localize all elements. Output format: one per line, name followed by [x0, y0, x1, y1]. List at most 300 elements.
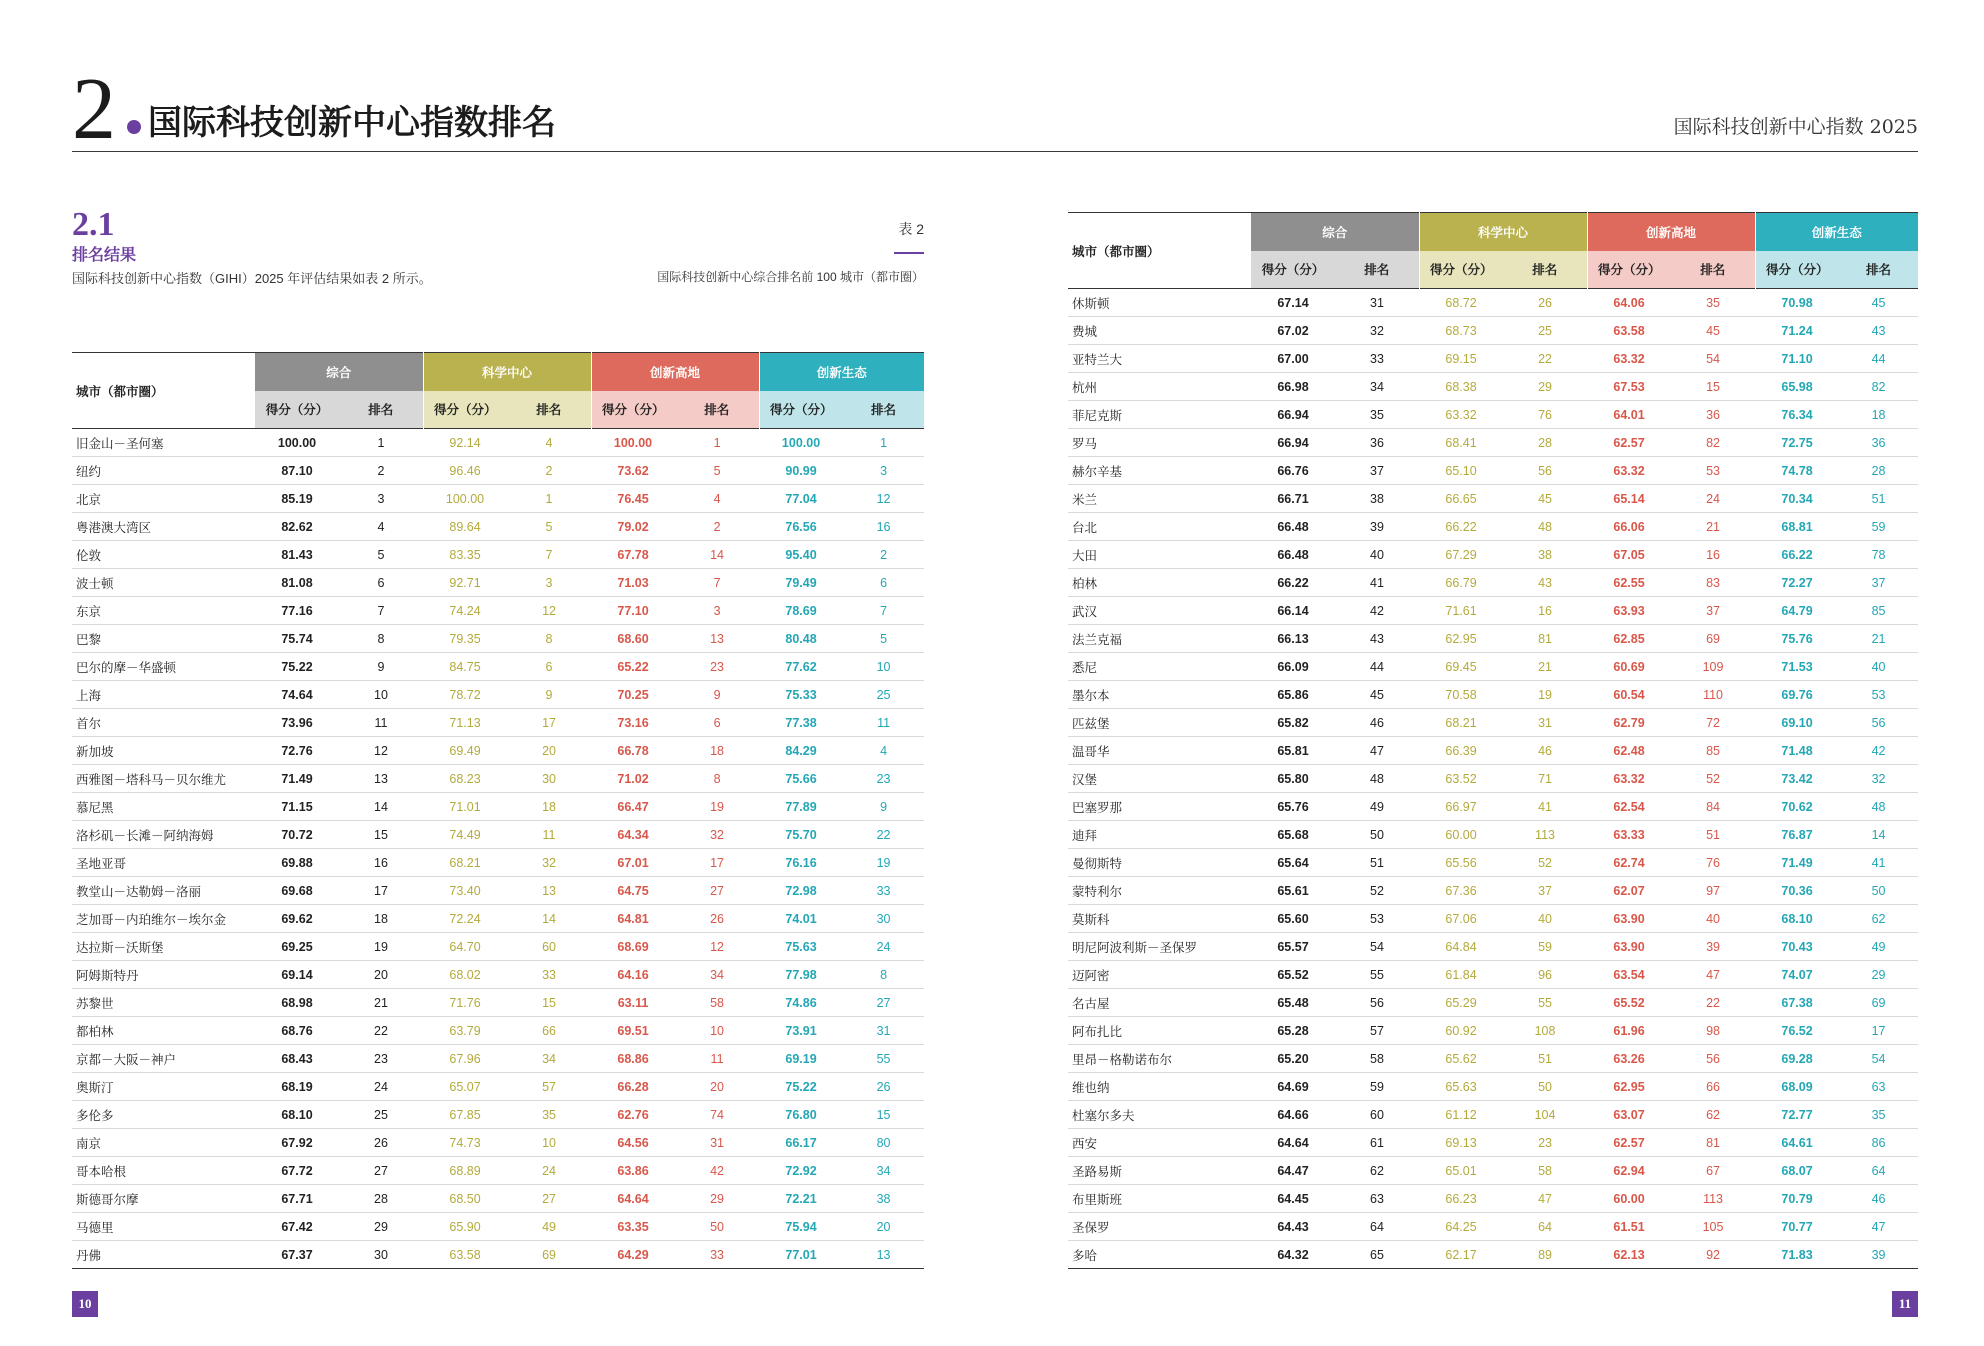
science-rank: 89 [1503, 1241, 1587, 1269]
innovation-score: 63.93 [1587, 597, 1671, 625]
composite-score: 65.86 [1251, 681, 1335, 709]
ecosystem-score: 70.98 [1755, 289, 1839, 317]
table-row [72, 961, 924, 989]
ecosystem-score: 84.29 [759, 737, 843, 765]
city-name: 罗马 [1068, 429, 1251, 457]
innovation-rank: 32 [675, 821, 759, 849]
composite-score: 67.37 [255, 1241, 339, 1269]
composite-rank: 9 [339, 653, 423, 681]
table-row [72, 1213, 924, 1241]
city-name: 波士顿 [72, 569, 255, 597]
ecosystem-rank: 22 [843, 821, 924, 849]
ecosystem-rank: 51 [1839, 485, 1918, 513]
city-name: 蒙特利尔 [1068, 877, 1251, 905]
group-header-ecosystem: 创新生态 [759, 353, 924, 391]
table-row [1068, 905, 1918, 933]
ecosystem-score: 70.34 [1755, 485, 1839, 513]
city-name: 名古屋 [1068, 989, 1251, 1017]
ecosystem-score: 72.98 [759, 877, 843, 905]
innovation-rank: 4 [675, 485, 759, 513]
composite-rank: 11 [339, 709, 423, 737]
table-row [72, 681, 924, 709]
ecosystem-score: 69.76 [1755, 681, 1839, 709]
innovation-rank: 18 [675, 737, 759, 765]
composite-score: 81.43 [255, 541, 339, 569]
table-row [1068, 821, 1918, 849]
science-score: 66.79 [1419, 569, 1503, 597]
innovation-rank: 52 [1671, 765, 1755, 793]
section-title: 排名结果 [72, 247, 137, 264]
city-name: 墨尔本 [1068, 681, 1251, 709]
science-rank: 11 [507, 821, 591, 849]
composite-rank: 64 [1335, 1213, 1419, 1241]
ecosystem-rank: 62 [1839, 905, 1918, 933]
composite-score: 66.94 [1251, 401, 1335, 429]
city-name: 京都－大阪－神户 [72, 1045, 255, 1073]
science-score: 68.21 [423, 849, 507, 877]
ecosystem-rank: 23 [843, 765, 924, 793]
composite-score: 65.60 [1251, 905, 1335, 933]
ranking-table-left [72, 352, 924, 1269]
innovation-rank: 15 [1671, 373, 1755, 401]
ecosystem-rank: 8 [843, 961, 924, 989]
table-row [72, 989, 924, 1017]
innovation-rank: 69 [1671, 625, 1755, 653]
ecosystem-score: 70.43 [1755, 933, 1839, 961]
science-score: 84.75 [423, 653, 507, 681]
ecosystem-rank: 44 [1839, 345, 1918, 373]
column-header-rank: 排名 [675, 391, 759, 429]
science-rank: 21 [1503, 653, 1587, 681]
city-name: 迈阿密 [1068, 961, 1251, 989]
composite-score: 64.43 [1251, 1213, 1335, 1241]
table-row [72, 877, 924, 905]
innovation-rank: 109 [1671, 653, 1755, 681]
composite-rank: 25 [339, 1101, 423, 1129]
ecosystem-rank: 16 [843, 513, 924, 541]
composite-score: 67.00 [1251, 345, 1335, 373]
city-name: 汉堡 [1068, 765, 1251, 793]
science-rank: 31 [1503, 709, 1587, 737]
table-row [72, 849, 924, 877]
science-rank: 41 [1503, 793, 1587, 821]
group-header-science: 科学中心 [1419, 213, 1587, 251]
innovation-rank: 17 [675, 849, 759, 877]
innovation-rank: 29 [675, 1185, 759, 1213]
city-name: 慕尼黑 [72, 793, 255, 821]
ecosystem-score: 100.00 [759, 429, 843, 457]
innovation-score: 64.29 [591, 1241, 675, 1269]
city-name: 首尔 [72, 709, 255, 737]
ecosystem-score: 75.70 [759, 821, 843, 849]
innovation-rank: 83 [1671, 569, 1755, 597]
ecosystem-rank: 42 [1839, 737, 1918, 765]
composite-score: 64.47 [1251, 1157, 1335, 1185]
innovation-rank: 21 [1671, 513, 1755, 541]
science-rank: 52 [1503, 849, 1587, 877]
science-rank: 5 [507, 513, 591, 541]
ecosystem-rank: 37 [1839, 569, 1918, 597]
ecosystem-rank: 45 [1839, 289, 1918, 317]
innovation-rank: 76 [1671, 849, 1755, 877]
science-rank: 13 [507, 877, 591, 905]
composite-score: 65.80 [1251, 765, 1335, 793]
science-score: 74.49 [423, 821, 507, 849]
science-score: 62.95 [1419, 625, 1503, 653]
innovation-rank: 50 [675, 1213, 759, 1241]
ecosystem-rank: 19 [843, 849, 924, 877]
ecosystem-score: 64.61 [1755, 1129, 1839, 1157]
city-name: 里昂－格勒诺布尔 [1068, 1045, 1251, 1073]
ecosystem-score: 77.98 [759, 961, 843, 989]
city-name: 达拉斯－沃斯堡 [72, 933, 255, 961]
city-name: 明尼阿波利斯－圣保罗 [1068, 933, 1251, 961]
innovation-rank: 66 [1671, 1073, 1755, 1101]
innovation-score: 62.79 [1587, 709, 1671, 737]
innovation-score: 100.00 [591, 429, 675, 457]
innovation-score: 63.26 [1587, 1045, 1671, 1073]
composite-rank: 56 [1335, 989, 1419, 1017]
innovation-score: 63.58 [1587, 317, 1671, 345]
composite-score: 65.68 [1251, 821, 1335, 849]
ecosystem-rank: 28 [1839, 457, 1918, 485]
ecosystem-rank: 31 [843, 1017, 924, 1045]
city-name: 柏林 [1068, 569, 1251, 597]
table-row [1068, 289, 1918, 317]
ecosystem-score: 73.42 [1755, 765, 1839, 793]
table-row [72, 485, 924, 513]
innovation-rank: 19 [675, 793, 759, 821]
innovation-rank: 13 [675, 625, 759, 653]
ecosystem-score: 70.79 [1755, 1185, 1839, 1213]
ecosystem-score: 90.99 [759, 457, 843, 485]
innovation-score: 65.14 [1587, 485, 1671, 513]
table-row [72, 1185, 924, 1213]
ecosystem-score: 69.19 [759, 1045, 843, 1073]
composite-rank: 62 [1335, 1157, 1419, 1185]
ecosystem-rank: 46 [1839, 1185, 1918, 1213]
composite-score: 71.49 [255, 765, 339, 793]
city-name: 旧金山－圣何塞 [72, 429, 255, 457]
composite-rank: 31 [1335, 289, 1419, 317]
innovation-score: 62.76 [591, 1101, 675, 1129]
innovation-rank: 20 [675, 1073, 759, 1101]
science-score: 68.02 [423, 961, 507, 989]
innovation-rank: 92 [1671, 1241, 1755, 1269]
composite-score: 67.42 [255, 1213, 339, 1241]
city-name: 布里斯班 [1068, 1185, 1251, 1213]
science-score: 61.12 [1419, 1101, 1503, 1129]
composite-rank: 40 [1335, 541, 1419, 569]
ecosystem-score: 68.07 [1755, 1157, 1839, 1185]
city-name: 粤港澳大湾区 [72, 513, 255, 541]
composite-rank: 18 [339, 905, 423, 933]
composite-score: 66.48 [1251, 513, 1335, 541]
ecosystem-score: 78.69 [759, 597, 843, 625]
science-score: 92.14 [423, 429, 507, 457]
ecosystem-rank: 17 [1839, 1017, 1918, 1045]
innovation-score: 79.02 [591, 513, 675, 541]
science-score: 68.89 [423, 1157, 507, 1185]
innovation-rank: 16 [1671, 541, 1755, 569]
innovation-rank: 74 [675, 1101, 759, 1129]
composite-rank: 20 [339, 961, 423, 989]
science-rank: 32 [507, 849, 591, 877]
science-rank: 22 [1503, 345, 1587, 373]
science-rank: 38 [1503, 541, 1587, 569]
group-header-innovation: 创新高地 [1587, 213, 1755, 251]
composite-score: 72.76 [255, 737, 339, 765]
innovation-rank: 5 [675, 457, 759, 485]
innovation-rank: 8 [675, 765, 759, 793]
composite-score: 71.15 [255, 793, 339, 821]
composite-rank: 21 [339, 989, 423, 1017]
science-rank: 57 [507, 1073, 591, 1101]
composite-score: 67.02 [1251, 317, 1335, 345]
ecosystem-rank: 49 [1839, 933, 1918, 961]
column-header-rank: 排名 [507, 391, 591, 429]
science-score: 68.73 [1419, 317, 1503, 345]
city-name: 西雅图－塔科马－贝尔维尤 [72, 765, 255, 793]
science-score: 69.15 [1419, 345, 1503, 373]
ecosystem-score: 75.33 [759, 681, 843, 709]
column-header-score: 得分（分） [1587, 251, 1671, 289]
table-row [1068, 345, 1918, 373]
composite-score: 73.96 [255, 709, 339, 737]
composite-rank: 52 [1335, 877, 1419, 905]
chapter-number: 2 [72, 61, 116, 158]
science-rank: 8 [507, 625, 591, 653]
column-header-rank: 排名 [843, 391, 924, 429]
composite-rank: 5 [339, 541, 423, 569]
composite-rank: 59 [1335, 1073, 1419, 1101]
science-score: 66.22 [1419, 513, 1503, 541]
city-name: 巴尔的摩－华盛顿 [72, 653, 255, 681]
science-rank: 58 [1503, 1157, 1587, 1185]
science-rank: 34 [507, 1045, 591, 1073]
table-row [1068, 709, 1918, 737]
ecosystem-score: 77.01 [759, 1241, 843, 1269]
science-rank: 71 [1503, 765, 1587, 793]
science-score: 68.41 [1419, 429, 1503, 457]
table-row [1068, 317, 1918, 345]
science-score: 60.00 [1419, 821, 1503, 849]
composite-score: 67.71 [255, 1185, 339, 1213]
composite-score: 68.10 [255, 1101, 339, 1129]
ecosystem-score: 76.34 [1755, 401, 1839, 429]
ecosystem-rank: 27 [843, 989, 924, 1017]
composite-rank: 28 [339, 1185, 423, 1213]
science-rank: 64 [1503, 1213, 1587, 1241]
innovation-score: 68.60 [591, 625, 675, 653]
composite-score: 81.08 [255, 569, 339, 597]
innovation-rank: 36 [1671, 401, 1755, 429]
ecosystem-score: 74.78 [1755, 457, 1839, 485]
table-row [1068, 961, 1918, 989]
innovation-score: 63.32 [1587, 457, 1671, 485]
science-rank: 23 [1503, 1129, 1587, 1157]
innovation-score: 71.02 [591, 765, 675, 793]
innovation-rank: 2 [675, 513, 759, 541]
innovation-rank: 34 [675, 961, 759, 989]
city-name: 伦敦 [72, 541, 255, 569]
ecosystem-score: 67.38 [1755, 989, 1839, 1017]
city-name: 赫尔辛基 [1068, 457, 1251, 485]
innovation-score: 68.86 [591, 1045, 675, 1073]
science-score: 67.29 [1419, 541, 1503, 569]
city-name: 杜塞尔多夫 [1068, 1101, 1251, 1129]
composite-rank: 37 [1335, 457, 1419, 485]
composite-rank: 58 [1335, 1045, 1419, 1073]
ecosystem-rank: 14 [1839, 821, 1918, 849]
ecosystem-rank: 25 [843, 681, 924, 709]
composite-rank: 6 [339, 569, 423, 597]
science-score: 61.84 [1419, 961, 1503, 989]
composite-rank: 46 [1335, 709, 1419, 737]
composite-score: 87.10 [255, 457, 339, 485]
ecosystem-score: 70.62 [1755, 793, 1839, 821]
composite-rank: 55 [1335, 961, 1419, 989]
column-header-rank: 排名 [1839, 251, 1918, 289]
science-rank: 3 [507, 569, 591, 597]
composite-score: 65.76 [1251, 793, 1335, 821]
group-header-ecosystem: 创新生态 [1755, 213, 1918, 251]
table-row [1068, 373, 1918, 401]
composite-rank: 50 [1335, 821, 1419, 849]
ecosystem-score: 75.66 [759, 765, 843, 793]
innovation-rank: 105 [1671, 1213, 1755, 1241]
ecosystem-rank: 41 [1839, 849, 1918, 877]
ecosystem-score: 77.89 [759, 793, 843, 821]
ecosystem-score: 77.04 [759, 485, 843, 513]
composite-rank: 12 [339, 737, 423, 765]
composite-score: 65.20 [1251, 1045, 1335, 1073]
table-header [72, 353, 924, 429]
science-rank: 26 [1503, 289, 1587, 317]
composite-score: 64.66 [1251, 1101, 1335, 1129]
composite-rank: 23 [339, 1045, 423, 1073]
ecosystem-score: 68.10 [1755, 905, 1839, 933]
composite-score: 70.72 [255, 821, 339, 849]
ecosystem-rank: 86 [1839, 1129, 1918, 1157]
composite-score: 65.64 [1251, 849, 1335, 877]
chapter-header [72, 61, 1918, 158]
science-score: 63.58 [423, 1241, 507, 1269]
city-name: 圣地亚哥 [72, 849, 255, 877]
city-name: 斯德哥尔摩 [72, 1185, 255, 1213]
innovation-rank: 14 [675, 541, 759, 569]
innovation-rank: 12 [675, 933, 759, 961]
ecosystem-score: 70.77 [1755, 1213, 1839, 1241]
composite-rank: 3 [339, 485, 423, 513]
innovation-rank: 7 [675, 569, 759, 597]
ecosystem-score: 72.27 [1755, 569, 1839, 597]
table-row [72, 569, 924, 597]
composite-rank: 13 [339, 765, 423, 793]
ecosystem-rank: 43 [1839, 317, 1918, 345]
city-name: 杭州 [1068, 373, 1251, 401]
ecosystem-score: 76.16 [759, 849, 843, 877]
table-row [72, 513, 924, 541]
innovation-score: 64.06 [1587, 289, 1671, 317]
innovation-score: 67.01 [591, 849, 675, 877]
science-score: 65.90 [423, 1213, 507, 1241]
ecosystem-score: 74.86 [759, 989, 843, 1017]
composite-rank: 57 [1335, 1017, 1419, 1045]
science-rank: 69 [507, 1241, 591, 1269]
composite-rank: 2 [339, 457, 423, 485]
innovation-rank: 72 [1671, 709, 1755, 737]
table-row [1068, 1045, 1918, 1073]
innovation-score: 71.03 [591, 569, 675, 597]
ecosystem-rank: 48 [1839, 793, 1918, 821]
science-score: 60.92 [1419, 1017, 1503, 1045]
innovation-rank: 81 [1671, 1129, 1755, 1157]
composite-rank: 16 [339, 849, 423, 877]
table-row [1068, 765, 1918, 793]
science-rank: 113 [1503, 821, 1587, 849]
innovation-score: 63.11 [591, 989, 675, 1017]
innovation-score: 77.10 [591, 597, 675, 625]
innovation-score: 63.54 [1587, 961, 1671, 989]
composite-score: 66.14 [1251, 597, 1335, 625]
group-header-composite: 综合 [1251, 213, 1419, 251]
city-name: 圣路易斯 [1068, 1157, 1251, 1185]
table-row [72, 821, 924, 849]
composite-score: 65.81 [1251, 737, 1335, 765]
table-row [1068, 877, 1918, 905]
city-name: 新加坡 [72, 737, 255, 765]
ecosystem-rank: 85 [1839, 597, 1918, 625]
science-rank: 46 [1503, 737, 1587, 765]
ecosystem-score: 75.22 [759, 1073, 843, 1101]
innovation-score: 66.28 [591, 1073, 675, 1101]
science-rank: 37 [1503, 877, 1587, 905]
section-description: 国际科技创新中心指数（GIHI）2025 年评估结果如表 2 所示。 [72, 271, 432, 286]
innovation-rank: 27 [675, 877, 759, 905]
innovation-score: 63.32 [1587, 765, 1671, 793]
innovation-score: 63.33 [1587, 821, 1671, 849]
composite-rank: 10 [339, 681, 423, 709]
composite-score: 82.62 [255, 513, 339, 541]
composite-score: 65.48 [1251, 989, 1335, 1017]
city-name: 迪拜 [1068, 821, 1251, 849]
innovation-rank: 45 [1671, 317, 1755, 345]
innovation-rank: 9 [675, 681, 759, 709]
composite-rank: 4 [339, 513, 423, 541]
ecosystem-score: 72.21 [759, 1185, 843, 1213]
ecosystem-score: 71.48 [1755, 737, 1839, 765]
science-score: 65.29 [1419, 989, 1503, 1017]
science-score: 100.00 [423, 485, 507, 513]
table-row [72, 793, 924, 821]
ecosystem-score: 77.38 [759, 709, 843, 737]
ecosystem-score: 68.81 [1755, 513, 1839, 541]
composite-rank: 33 [1335, 345, 1419, 373]
innovation-rank: 97 [1671, 877, 1755, 905]
innovation-score: 69.51 [591, 1017, 675, 1045]
science-score: 65.01 [1419, 1157, 1503, 1185]
composite-score: 68.76 [255, 1017, 339, 1045]
city-name: 苏黎世 [72, 989, 255, 1017]
table-row [72, 1073, 924, 1101]
science-rank: 43 [1503, 569, 1587, 597]
science-rank: 1 [507, 485, 591, 513]
ecosystem-rank: 40 [1839, 653, 1918, 681]
ecosystem-score: 95.40 [759, 541, 843, 569]
composite-score: 66.94 [1251, 429, 1335, 457]
composite-rank: 47 [1335, 737, 1419, 765]
